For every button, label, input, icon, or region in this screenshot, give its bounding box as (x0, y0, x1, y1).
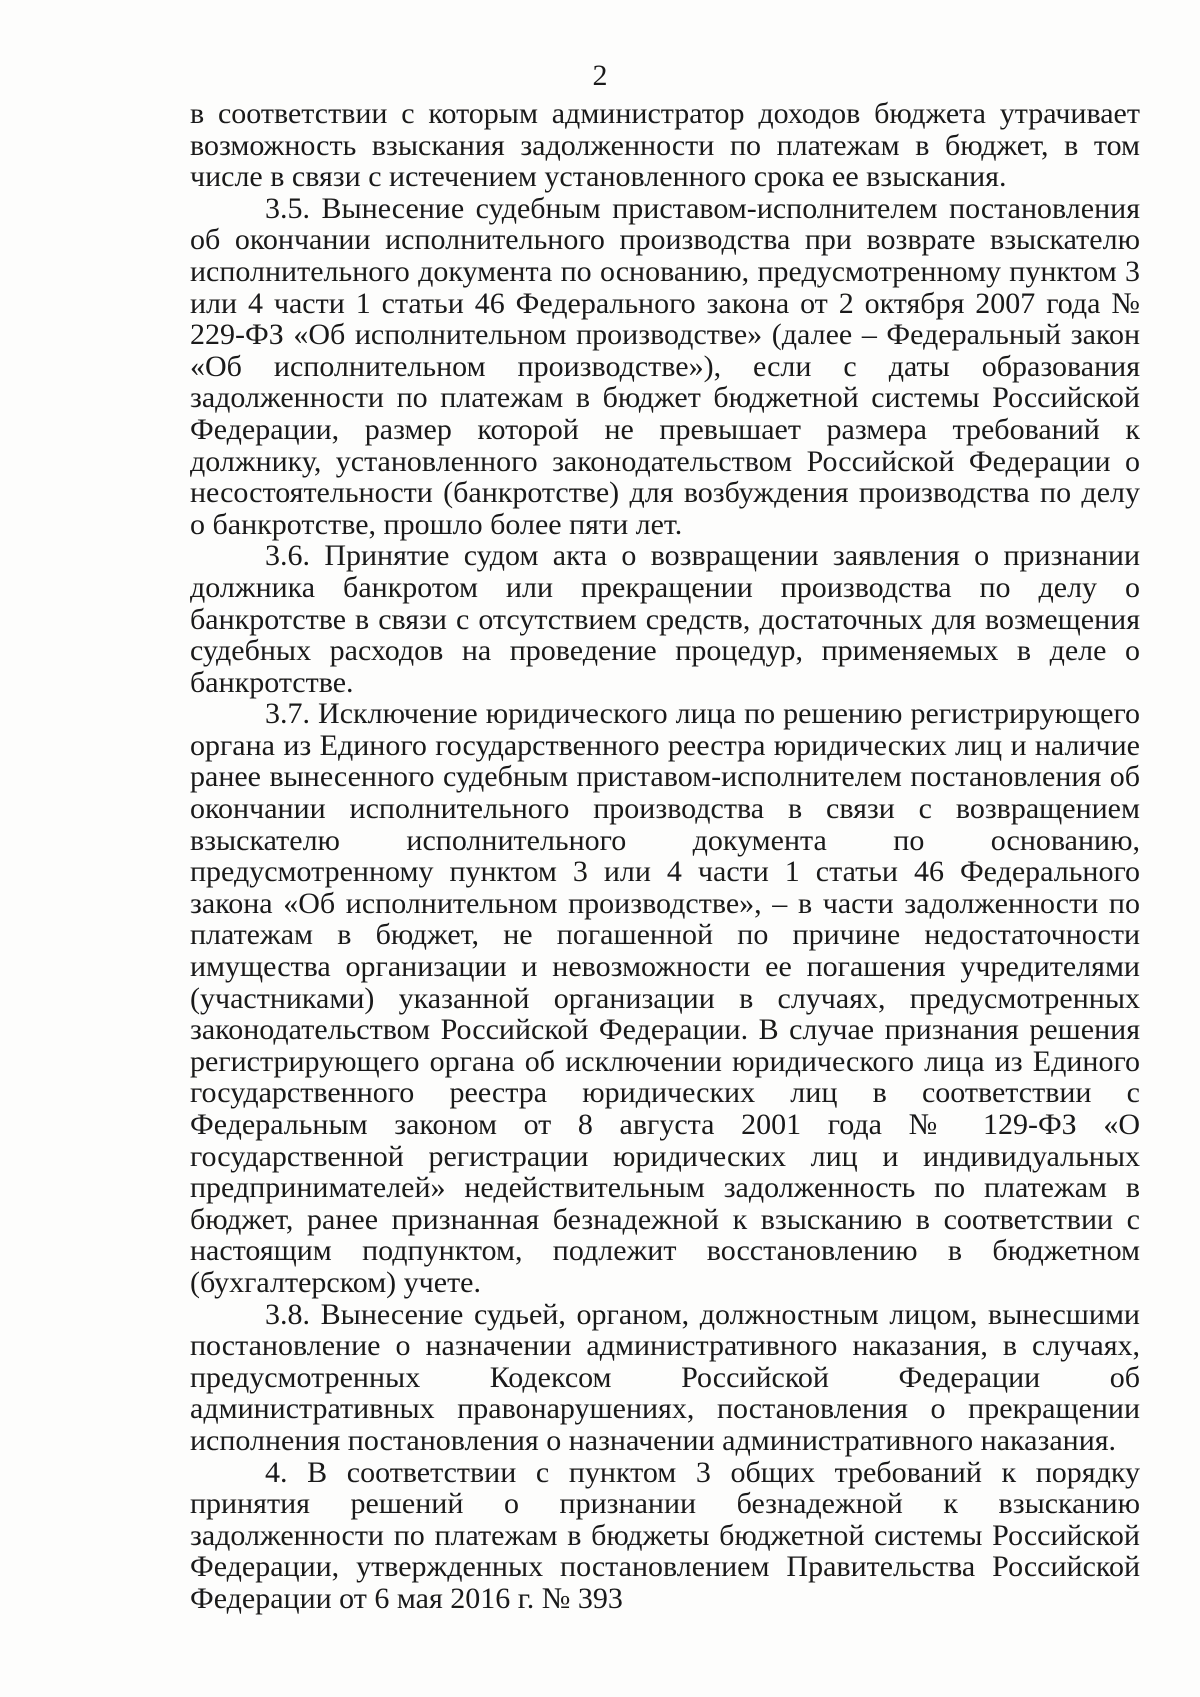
paragraph-3-7: 3.7. Исключение юридического лица по решению регистрирующего органа из Единого государственного реестра юридических лиц и наличие ранее вынесенного судебным приставом-исполнителем постановления об окончании исполнительного производства в связи с возвращением взыскателю исполнительного документа по основанию, предусмотренному пунктом 3 или 4 части 1 статьи 46 Федерального закона «Об исполнительном производстве», – в части задолженности по платежам в бюджет, не погашенной по причине недостаточности имущества организации и невозможности ее погашения учредителями (участниками) указанной организации в случаях, предусмотренных законодательством Российской Федерации. В случае признания решения регистрирующего органа об исключении юридического лица из Единого государственного реестра юридических лиц в соответствии с Федеральным законом от 8 августа 2001 года № 129-ФЗ «О государственной регистрации юридических лиц и индивидуальных предпринимателей» недействительным задолженность по платежам в бюджет, ранее признанная безнадежной к взысканию в соответствии с настоящим подпунктом, подлежит восстановлению в бюджетном (бухгалтерском) учете. (190, 697, 1140, 1299)
document-body (190, 98, 1140, 1615)
paragraph-3-5: 3.5. Вынесение судебным приставом-исполнителем постановления об окончании исполнительного производства при возврате взыскателю исполнительного документа по основанию, предусмотренному пунктом 3 или 4 части 1 статьи 46 Федерального закона от 2 октября 2007 года № 229-ФЗ «Об исполнительном производстве» (далее – Федеральный закон «Об исполнительном производстве»), если с даты образования задолженности по платежам в бюджет бюджетной системы Российской Федерации, размер которой не превышает размера требований к должнику, установленного законодательством Российской Федерации о несостоятельности (банкротстве) для возбуждения производства по делу о банкротстве, прошло более пяти лет. (190, 191, 1140, 541)
paragraph-continuation: в соответствии с которым администратор доходов бюджета утрачивает возможность взыскания задолженности по платежам в бюджет, в том числе в связи с истечением установленного срока ее взыскания. (190, 97, 1140, 194)
paragraph-3-6: 3.6. Принятие судом акта о возвращении заявления о признании должника банкротом или прекращении производства по делу о банкротстве в связи с отсутствием средств, достаточных для возмещения судебных расходов на проведение процедур, применяемых в деле о банкротстве. (190, 539, 1140, 699)
page-number: 2 (592, 59, 608, 92)
paragraph-3-8: 3.8. Вынесение судьей, органом, должностным лицом, вынесшими постановление о назначении административного наказания, в случаях, предусмотренных Кодексом Российской Федерации об административных правонарушениях, постановления о прекращении исполнения постановления о назначении административного наказания. (190, 1297, 1140, 1457)
paragraph-4: 4. В соответствии с пунктом 3 общих требований к порядку принятия решений о признании безнадежной к взысканию задолженности по платежам в бюджеты бюджетной системы Российской Федерации, утвержденных постановлением Правительства Российской Федерации от 6 мая 2016 г. № 393 (190, 1455, 1140, 1615)
